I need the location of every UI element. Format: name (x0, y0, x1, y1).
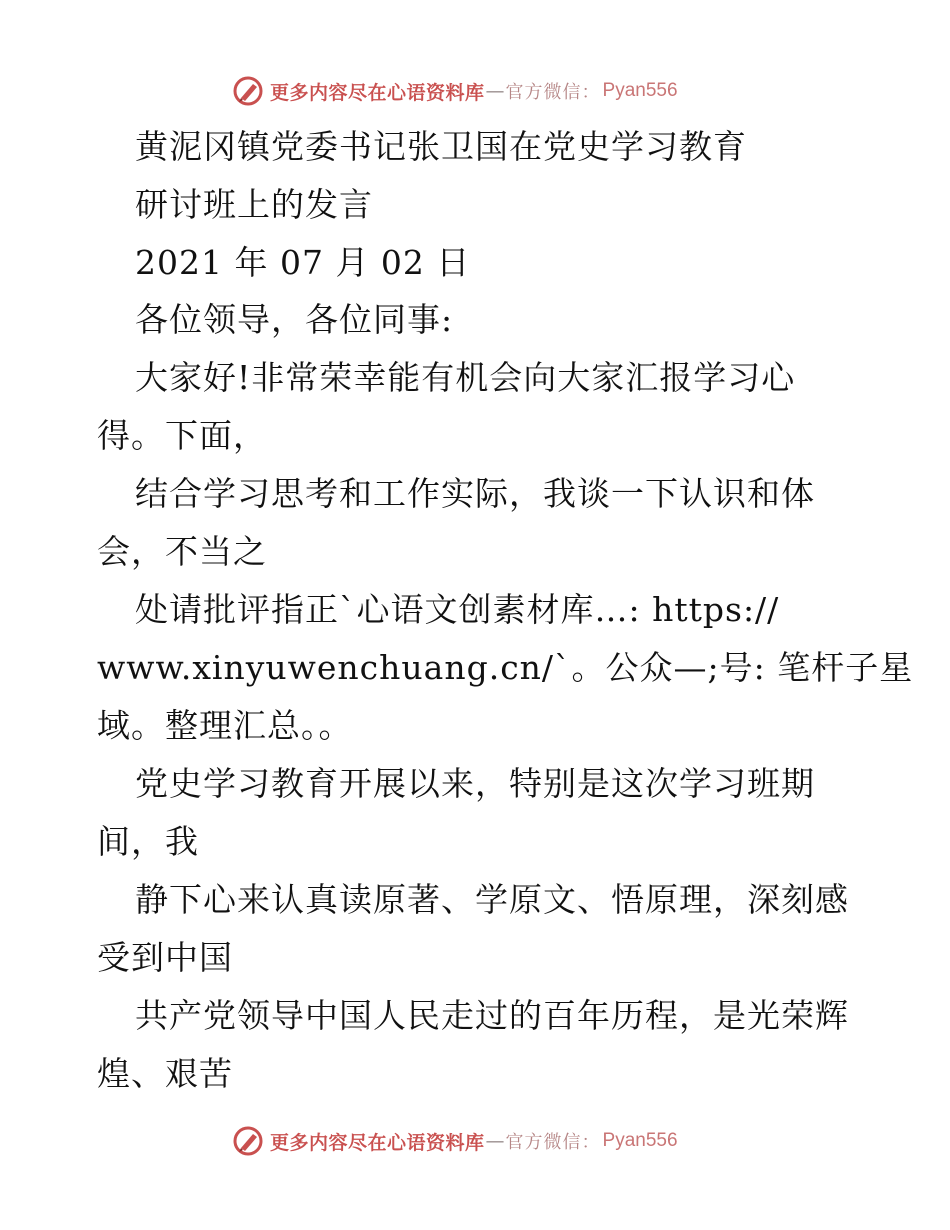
document-title-line-2: 研讨班上的发言 (135, 185, 373, 224)
body-line: 大家好!非常荣幸能有机会向大家汇报学习心 (135, 358, 796, 397)
body-line: 处请批评指正`心语文创素材库…: https:// (135, 590, 780, 629)
body-line: 会，不当之 (97, 532, 267, 571)
document-date: 2021 年 07 月 02 日 (135, 243, 471, 282)
body-line: 间，我 (97, 822, 199, 861)
salutation: 各位领导，各位同事: (135, 300, 454, 339)
banner-separator: — (485, 1130, 505, 1152)
footer-watermark-banner (232, 1124, 678, 1158)
banner-wechat-id: Pyan556 (602, 1130, 678, 1151)
body-line: 域。整理汇总。。 (97, 706, 353, 745)
banner-subtitle: 官方微信： (505, 1132, 601, 1153)
document-title-line-1: 黄泥冈镇党委书记张卫国在党史学习教育 (135, 127, 747, 166)
body-line: 静下心来认真读原著、学原文、悟原理，深刻感 (135, 880, 849, 919)
pen-logo-icon (232, 75, 264, 107)
body-line: 共产党领导中国人民走过的百年历程，是光荣辉 (135, 996, 849, 1035)
header-watermark-banner (232, 74, 678, 108)
banner-main-text: 更多内容尽在心语资料库 (270, 1131, 485, 1154)
banner-wechat-id: Pyan556 (602, 80, 678, 101)
body-line: 得。下面， (97, 416, 267, 455)
banner-main-text: 更多内容尽在心语资料库 (270, 81, 485, 104)
body-line: 结合学习思考和工作实际，我谈一下认识和体 (135, 474, 815, 513)
body-line: 煌、艰苦 (97, 1054, 233, 1093)
body-line: 党史学习教育开展以来，特别是这次学习班期 (135, 764, 815, 803)
banner-subtitle: 官方微信： (505, 82, 601, 103)
banner-separator: — (485, 80, 505, 102)
body-line: www.xinyuwenchuang.cn/`。公众—;号: 笔杆子星 (97, 648, 914, 687)
pen-logo-icon (232, 1125, 264, 1157)
body-line: 受到中国 (97, 938, 233, 977)
